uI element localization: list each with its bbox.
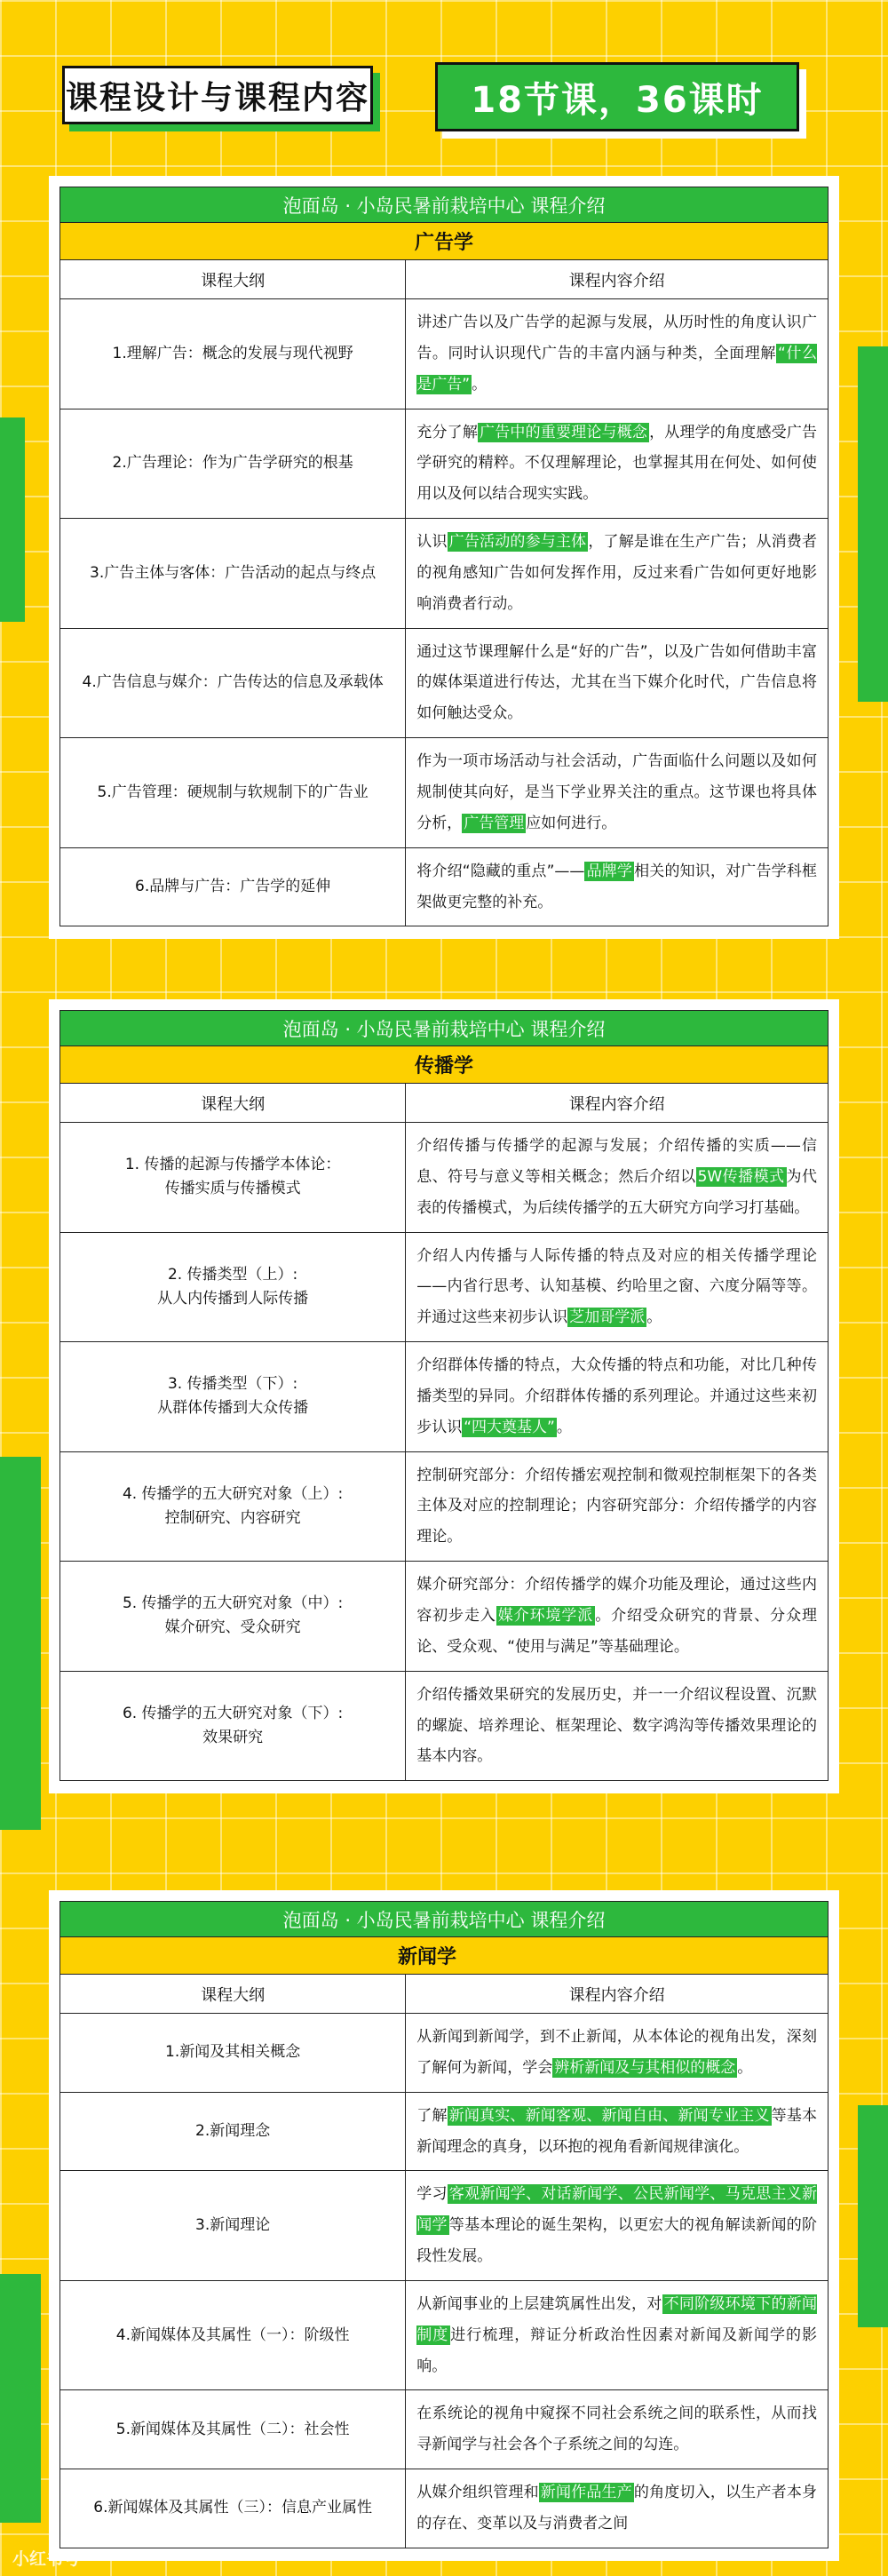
content-text: 相关的知识，对广告学科框架做更完整的补充。 [416, 862, 817, 911]
course-card-journalism [49, 1890, 839, 2561]
content-text: 介绍传播效果研究的发展历史，并一一介绍议程设置、沉默的螺旋、培养理论、框架理论、数字鸿沟等传播效果理论的基本内容。 [416, 1685, 817, 1766]
table-row [60, 2092, 829, 2171]
outline-text: 2.新闻理念 [195, 2121, 271, 2140]
outline-text: 2.广告理论：作为广告学研究的根基 [112, 454, 353, 473]
outline-cell [60, 2092, 406, 2171]
content-cell [406, 299, 829, 409]
content-highlight: 客观新闻学、对话新闻学、公民新闻学、马克思主义新闻学 [416, 2185, 818, 2235]
content-highlight: 芝加哥学派 [569, 1308, 646, 1327]
course-hours-badge: 18节课，36课时 [435, 62, 799, 131]
outline-cell [60, 2280, 406, 2390]
content-text: 。 [737, 2058, 753, 2077]
content-text: ，从理学的角度感受广告学研究的精粹。不仅理解理论，也掌握其用在何处、如何使用以及何以结合现实实践。 [416, 423, 818, 504]
table-row [60, 628, 829, 738]
table-row [60, 2014, 829, 2093]
content-text: 。 [472, 375, 488, 394]
decor-stripe-left-bottom [0, 2274, 41, 2523]
org-banner: 泡面岛 · 小岛民暑前栽培中心 课程介绍 [60, 1902, 829, 1937]
outline-text: 传播实质与传播模式 [164, 1180, 301, 1198]
subject-title: 新闻学 [60, 1937, 829, 1975]
content-highlight: 5W传播模式 [697, 1167, 785, 1186]
content-cell [406, 1123, 829, 1233]
table-row [60, 1451, 829, 1562]
content-text: 为代表的传播模式，为后续传播学的五大研究方向学习打基础。 [416, 1167, 818, 1217]
column-header-content: 课程内容介绍 [406, 1084, 829, 1123]
content-text: 等基本理论的诞生架构，以更宏大的视角解读新闻的阶段性发展。 [416, 2216, 818, 2266]
outline-cell [60, 299, 406, 409]
content-cell [406, 2469, 829, 2548]
content-cell [406, 628, 829, 738]
content-text: 进行梳理，辩证分析政治性因素对新闻及新闻学的影响。 [416, 2326, 818, 2375]
content-text: 等基本新闻理念的真身，以环抱的视角看新闻规律演化。 [416, 2106, 818, 2156]
course-table [59, 1010, 829, 1781]
outline-text: 3.新闻理论 [195, 2216, 271, 2235]
outline-text: 从人内传播到人际传播 [157, 1289, 309, 1308]
content-text: 应如何进行。 [526, 814, 617, 832]
column-header-outline: 课程大纲 [60, 1084, 406, 1123]
outline-text: 5.广告管理：硬规制与软规制下的广告业 [97, 783, 369, 801]
content-cell [406, 2171, 829, 2281]
outline-cell [60, 519, 406, 629]
course-card-communication [49, 999, 839, 1793]
outline-text: 6.新闻媒体及其属性（三）：信息产业属性 [93, 2499, 372, 2517]
table-row [60, 1671, 829, 1781]
content-text: 作为一项市场活动与社会活动，广告面临什么问题以及如何规制使其向好，是当下学业界关注的重点。这节课也将具体分析， [416, 752, 817, 832]
outline-cell [60, 409, 406, 519]
outline-text: 2. 传播类型（上）: [167, 1265, 298, 1284]
column-header-outline: 课程大纲 [60, 260, 406, 299]
content-text: 将介绍“隐藏的重点”—— [416, 862, 585, 880]
decor-stripe-left-top [0, 417, 25, 622]
outline-cell [60, 2390, 406, 2469]
watermark: 小红书号 [12, 2549, 81, 2569]
table-row [60, 2280, 829, 2390]
content-highlight: “什么是广告” [416, 344, 818, 394]
content-text: 通过这节课理解什么是“好的广告”，以及广告如何借助丰富的媒体渠道进行传达，尤其在当下媒介化时代，广告信息将如何触达受众。 [416, 642, 817, 723]
content-text: 从媒介组织管理和 [416, 2484, 539, 2502]
content-text: 的角度切入，以生产者本身的存在、变革以及与消费者之间 [416, 2484, 818, 2532]
content-text: 学习 [416, 2185, 448, 2204]
content-highlight: 广告中的重要理论与概念 [480, 423, 648, 441]
content-cell [406, 2092, 829, 2171]
outline-cell [60, 2014, 406, 2093]
outline-text: 媒介研究、受众研究 [164, 1618, 301, 1637]
table-row [60, 2171, 829, 2281]
table-row [60, 738, 829, 848]
content-text: 从新闻事业的上层建筑属性出发，对 [416, 2294, 662, 2313]
outline-text: 3. 传播类型（下）: [167, 1375, 298, 1394]
outline-text: 控制研究、内容研究 [164, 1508, 301, 1527]
page-title: 课程设计与课程内容 [62, 66, 373, 124]
org-banner: 泡面岛 · 小岛民暑前栽培中心 课程介绍 [60, 1011, 829, 1046]
outline-text: 1. 传播的起源与传播学本体论： [124, 1156, 341, 1174]
outline-cell [60, 847, 406, 926]
content-text: ，了解是谁在生产广告；从消费者的视角感知广告如何发挥作用，反过来看广告如何更好地影响消费者行动。 [416, 533, 818, 613]
content-cell [406, 1451, 829, 1562]
content-text: 在系统论的视角中窥探不同社会系统之间的联系性，从而找寻新闻学与社会各个子系统之间的勾连。 [416, 2405, 817, 2454]
content-cell [406, 519, 829, 629]
outline-cell [60, 1451, 406, 1562]
outline-text: 1.新闻及其相关概念 [165, 2043, 301, 2062]
org-banner: 泡面岛 · 小岛民暑前栽培中心 课程介绍 [60, 187, 829, 223]
outline-text: 4. 传播学的五大研究对象（上）: [122, 1484, 344, 1503]
content-cell [406, 1232, 829, 1342]
content-text: 。 [556, 1418, 572, 1436]
column-header-outline: 课程大纲 [60, 1975, 406, 2014]
table-row [60, 519, 829, 629]
content-cell [406, 1671, 829, 1781]
outline-cell [60, 1123, 406, 1233]
table-row [60, 1232, 829, 1342]
outline-text: 1.理解广告：概念的发展与现代视野 [112, 344, 353, 362]
content-text: 。 [646, 1308, 662, 1327]
decor-stripe-left-middle [0, 1457, 41, 1830]
content-text: 从新闻到新闻学，到不止新闻，从本体论的视角出发，深刻了解何为新闻，学会 [416, 2028, 817, 2077]
page-header [0, 59, 888, 139]
content-cell [406, 2280, 829, 2390]
content-text: 介绍人内传播与人际传播的特点及对应的相关传播学理论——内省行思考、认知基模、约哈里之窗、六度分隔等等。并通过这些来初步认识 [416, 1246, 817, 1327]
outline-cell [60, 1342, 406, 1452]
table-row [60, 1123, 829, 1233]
content-text: 媒介研究部分：介绍传播学的媒介功能及理论，通过这些内容初步走入 [416, 1576, 817, 1625]
table-row [60, 2469, 829, 2548]
outline-text: 3.广告主体与客体：广告活动的起点与终点 [90, 563, 377, 582]
subject-title: 广告学 [60, 223, 829, 260]
column-header-content: 课程内容介绍 [406, 1975, 829, 2014]
content-highlight: 媒介环境学派 [497, 1606, 594, 1625]
content-text: 。介绍受众研究的背景、分众理论、受众观、“使用与满足”等基础理论。 [416, 1606, 817, 1656]
outline-cell [60, 628, 406, 738]
outline-text: 5.新闻媒体及其属性（二）：社会性 [115, 2420, 350, 2438]
content-highlight: “四大奠基人” [464, 1418, 555, 1436]
outline-text: 4.广告信息与媒介：广告传达的信息及承载体 [82, 673, 384, 692]
outline-cell [60, 1562, 406, 1672]
decor-stripe-right-top [858, 346, 888, 702]
course-table [59, 187, 829, 926]
content-cell [406, 2014, 829, 2093]
outline-text: 6.品牌与广告：广告学的延伸 [135, 877, 331, 895]
content-text: 充分了解 [416, 423, 479, 441]
outline-text: 从群体传播到大众传播 [157, 1399, 309, 1418]
column-header-content: 课程内容介绍 [406, 260, 829, 299]
table-row [60, 409, 829, 519]
content-text: 介绍群体传播的特点，大众传播的特点和功能，对比几种传播类型的异同。介绍群体传播的系列理论。并通过这些来初步认识 [416, 1356, 817, 1436]
content-text: 控制研究部分：介绍传播宏观控制和微观控制框架下的各类主体及对应的控制理论；内容研究部分：介绍传播学的内容理论。 [416, 1466, 817, 1546]
content-cell [406, 1562, 829, 1672]
table-row [60, 1562, 829, 1672]
content-cell [406, 847, 829, 926]
content-highlight: 新闻作品生产 [540, 2484, 632, 2502]
outline-text: 6. 传播学的五大研究对象（下）: [122, 1704, 344, 1722]
decor-stripe-right-bottom [858, 2105, 888, 2327]
content-cell [406, 2390, 829, 2469]
content-cell [406, 738, 829, 848]
outline-text: 效果研究 [202, 1728, 264, 1746]
content-text: 讲述广告以及广告学的起源与发展，从历时性的角度认识广告。同时认识现代广告的丰富内涵与种类，全面理解 [416, 314, 817, 362]
content-highlight: 广告管理 [464, 814, 525, 832]
content-text: 了解 [416, 2106, 448, 2125]
content-cell [406, 1342, 829, 1452]
table-row [60, 299, 829, 409]
outline-cell [60, 1671, 406, 1781]
outline-text: 4.新闻媒体及其属性（一）：阶级性 [115, 2326, 350, 2344]
outline-cell [60, 2171, 406, 2281]
table-row [60, 1342, 829, 1452]
subject-title: 传播学 [60, 1046, 829, 1084]
table-row [60, 847, 829, 926]
outline-text: 5. 传播学的五大研究对象（中）: [122, 1594, 344, 1613]
content-text: 认识 [416, 533, 448, 552]
content-cell [406, 409, 829, 519]
outline-cell [60, 1232, 406, 1342]
content-highlight: 品牌学 [586, 862, 633, 880]
table-row [60, 2390, 829, 2469]
content-text: 介绍传播与传播学的起源与发展；介绍传播的实质——信息、符号与意义等相关概念；然后介绍以 [416, 1137, 817, 1186]
content-highlight: 新闻真实、新闻客观、新闻自由、新闻专业主义 [448, 2106, 770, 2125]
content-highlight: 辨析新闻及与其相似的概念 [554, 2058, 736, 2077]
content-highlight: 不同阶级环境下的新闻制度 [416, 2294, 818, 2344]
course-table [59, 1901, 829, 2548]
outline-cell [60, 2469, 406, 2548]
course-card-advertising [49, 176, 839, 939]
outline-cell [60, 738, 406, 848]
content-highlight: 广告活动的参与主体 [448, 533, 587, 552]
